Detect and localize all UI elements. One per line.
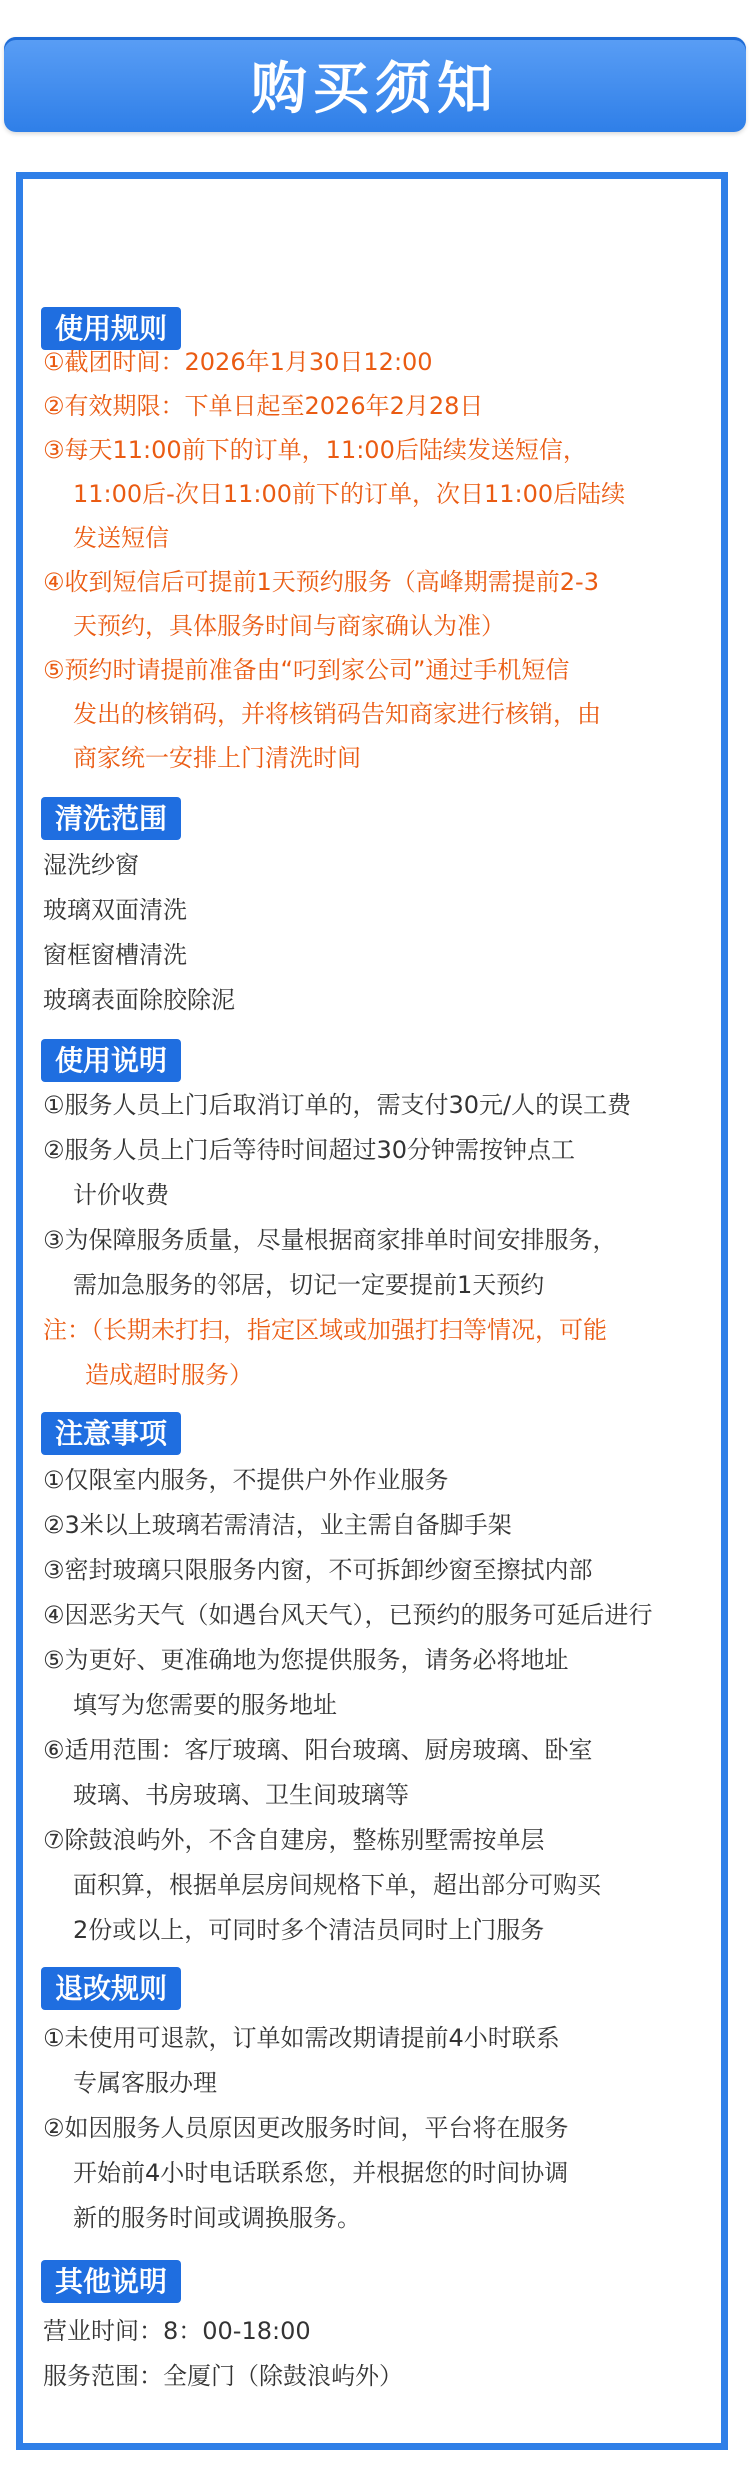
page-title: 购买须知: [251, 56, 499, 122]
precaution-line: ②3米以上玻璃若需清洁，业主需自备脚手架: [43, 1511, 512, 1539]
refund-rule-line: ①未使用可退款，订单如需改期请提前4小时联系: [43, 2024, 560, 2052]
precaution-line: 玻璃、书房玻璃、卫生间玻璃等: [73, 1781, 409, 1809]
usage-note-line: ③为保障服务质量，尽量根据商家排单时间安排服务，: [43, 1226, 617, 1254]
usage-rule-line: 发送短信: [73, 524, 169, 552]
service-area-text: 服务范围：全厦门（除鼓浪屿外）: [43, 2362, 403, 2390]
usage-note-line: 计价收费: [73, 1181, 169, 1209]
section-header-refund-rules: 退改规则: [41, 1967, 181, 2010]
usage-rule-line: ③每天11:00前下的订单，11:00后陆续发送短信，: [43, 436, 587, 464]
notice-card: [16, 172, 728, 2450]
title-banner: [4, 37, 746, 132]
refund-rule-line: 专属客服办理: [73, 2069, 217, 2097]
refund-rule-line: ②如因服务人员原因更改服务时间，平台将在服务: [43, 2114, 569, 2142]
section-header-usage-rules: 使用规则: [41, 307, 181, 350]
cleaning-scope-item: 窗框窗槽清洗: [43, 941, 187, 969]
usage-note-warning: 造成超时服务）: [85, 1361, 253, 1389]
usage-note-line: ①服务人员上门后取消订单的，需支付30元/人的误工费: [43, 1091, 632, 1119]
cleaning-scope-item: 玻璃表面除胶除泥: [43, 986, 235, 1014]
precaution-line: ⑥适用范围：客厅玻璃、阳台玻璃、厨房玻璃、卧室: [43, 1736, 593, 1764]
usage-note-line: ②服务人员上门后等待时间超过30分钟需按钟点工: [43, 1136, 576, 1164]
usage-rule-line: ②有效期限：下单日起至2026年2月28日: [43, 392, 484, 420]
refund-rule-line: 新的服务时间或调换服务。: [73, 2204, 361, 2232]
precaution-line: 2份或以上，可同时多个清洁员同时上门服务: [73, 1916, 545, 1944]
precaution-line: ④因恶劣天气（如遇台风天气），已预约的服务可延后进行: [43, 1601, 653, 1629]
usage-rule-line: 发出的核销码，并将核销码告知商家进行核销，由: [73, 700, 601, 728]
usage-note-warning: 注：（长期未打扫，指定区域或加强打扫等情况，可能: [43, 1316, 607, 1344]
section-header-precautions: 注意事项: [41, 1412, 181, 1455]
precaution-line: ⑦除鼓浪屿外，不含自建房，整栋别墅需按单层: [43, 1826, 545, 1854]
usage-rule-line: 11:00后-次日11:00前下的订单，次日11:00后陆续: [73, 480, 626, 508]
section-header-other-info: 其他说明: [41, 2260, 181, 2303]
business-hours-text: 营业时间：8：00-18:00: [43, 2317, 311, 2345]
precaution-line: 面积算，根据单层房间规格下单，超出部分可购买: [73, 1871, 601, 1899]
usage-rule-line: ①截团时间：2026年1月30日12:00: [43, 348, 433, 376]
cleaning-scope-item: 湿洗纱窗: [43, 851, 139, 879]
section-header-usage-notes: 使用说明: [41, 1039, 181, 1082]
usage-rule-line: 商家统一安排上门清洗时间: [73, 744, 361, 772]
usage-rule-line: 天预约，具体服务时间与商家确认为准）: [73, 612, 505, 640]
section-header-cleaning-scope: 清洗范围: [41, 797, 181, 840]
precaution-line: 填写为您需要的服务地址: [73, 1691, 337, 1719]
precaution-line: ①仅限室内服务，不提供户外作业服务: [43, 1466, 449, 1494]
cleaning-scope-item: 玻璃双面清洗: [43, 896, 187, 924]
usage-rule-line: ⑤预约时请提前准备由“叼到家公司”通过手机短信: [43, 656, 570, 684]
usage-rule-line: ④收到短信后可提前1天预约服务（高峰期需提前2-3: [43, 568, 599, 596]
precaution-line: ③密封玻璃只限服务内窗，不可拆卸纱窗至擦拭内部: [43, 1556, 593, 1584]
usage-note-line: 需加急服务的邻居，切记一定要提前1天预约: [73, 1271, 545, 1299]
refund-rule-line: 开始前4小时电话联系您，并根据您的时间协调: [73, 2159, 569, 2187]
precaution-line: ⑤为更好、更准确地为您提供服务，请务必将地址: [43, 1646, 569, 1674]
